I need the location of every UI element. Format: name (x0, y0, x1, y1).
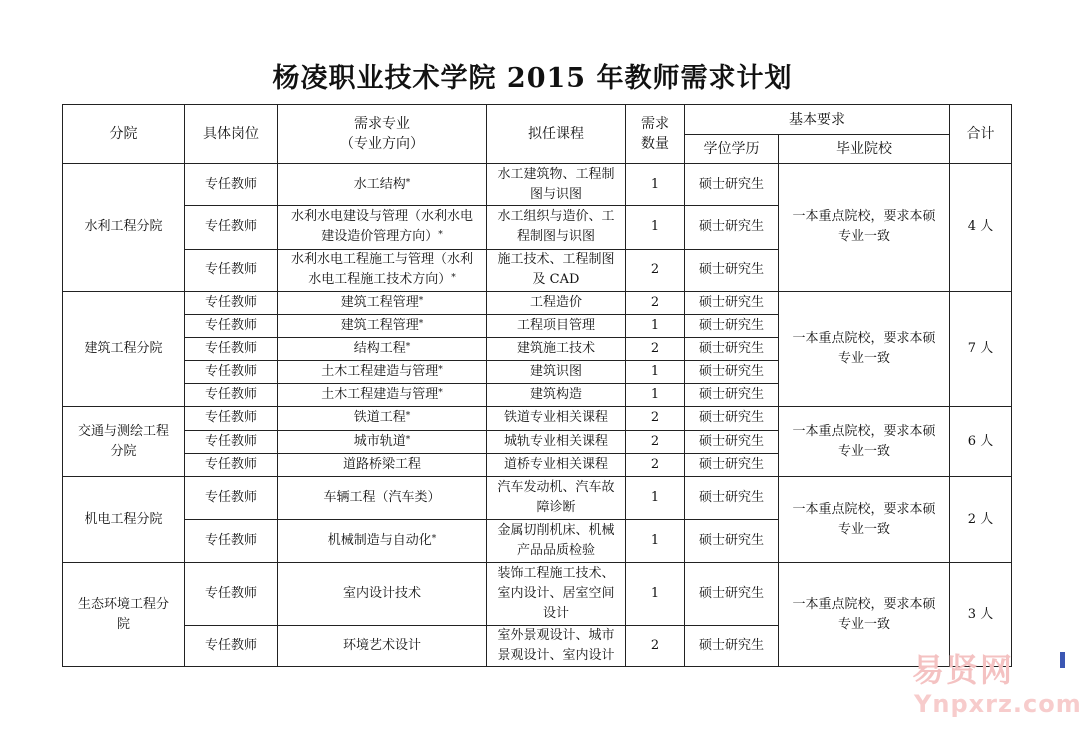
cell-line (490, 165, 622, 185)
cell-text: 一本重点院校，要求本硕 (792, 596, 936, 612)
cell-line (490, 604, 622, 624)
major-cell (278, 430, 487, 453)
school-requirement-cell (779, 407, 950, 476)
cell-line (782, 349, 946, 369)
cell-text: 专业一致 (837, 616, 890, 632)
course-cell (487, 384, 626, 407)
cell-text: 图与识图 (529, 186, 582, 202)
quantity-cell: 2 (626, 625, 685, 666)
cell-text: 车辆工程（汽车类） (323, 489, 441, 505)
degree-cell: 硕士研究生 (685, 384, 779, 407)
cell-line (490, 564, 622, 584)
major-cell (278, 563, 487, 625)
quantity-cell: 1 (626, 206, 685, 249)
major-cell (278, 453, 487, 476)
page-title: 杨凌职业技术学院 2015 年教师需求计划 (272, 63, 793, 94)
cell-line (490, 478, 622, 498)
position-cell: 专任教师 (185, 430, 278, 453)
asterisk-mark: * (438, 365, 443, 376)
cell-text: 汽车发动机、汽车故 (497, 479, 615, 495)
cell-line (782, 227, 946, 247)
header-school: 毕业院校 (779, 135, 950, 164)
asterisk-mark: * (405, 411, 411, 422)
cell-text: 机电工程分院 (84, 511, 163, 527)
course-cell (487, 361, 626, 384)
course-cell (487, 476, 626, 519)
cell-text: 建筑工程管理 (340, 294, 419, 310)
cell-line (281, 432, 483, 452)
degree-cell: 硕士研究生 (685, 563, 779, 625)
table-row (63, 476, 1012, 519)
watermark-url: Ynpxrz.com (914, 690, 1082, 718)
asterisk-mark: * (431, 534, 437, 545)
major-cell (278, 206, 487, 249)
cell-text: 专业一致 (837, 229, 890, 245)
asterisk-mark: * (405, 342, 411, 353)
table-row (63, 291, 1012, 314)
degree-cell: 硕士研究生 (685, 361, 779, 384)
cell-line (490, 316, 622, 336)
cell-line (281, 488, 483, 508)
cell-text: 道桥专业相关课程 (503, 456, 608, 472)
watermark-logo (908, 645, 1082, 725)
cell-line (66, 422, 181, 442)
cell-line (281, 293, 483, 313)
table-row (63, 164, 1012, 206)
header-total: 合计 (950, 105, 1012, 164)
course-cell (487, 520, 626, 563)
cell-text: 城市轨道 (353, 433, 406, 449)
cell-line (782, 207, 946, 227)
position-cell: 专任教师 (185, 291, 278, 314)
position-cell: 专任教师 (185, 249, 278, 291)
cell-text: 装饰工程施工技术、 (497, 565, 615, 581)
teacher-demand-table (62, 104, 1012, 667)
school-requirement-cell (779, 476, 950, 563)
position-cell: 专任教师 (185, 625, 278, 666)
cell-text: 城轨专业相关课程 (503, 433, 608, 449)
cell-line (782, 520, 946, 540)
cell-line (281, 175, 483, 195)
cell-text: 道路桥梁工程 (342, 456, 421, 472)
course-cell (487, 314, 626, 337)
cell-line (490, 227, 622, 247)
header-quantity-line: 需求 (641, 116, 669, 132)
cell-text: 专业一致 (837, 443, 890, 459)
position-cell: 专任教师 (185, 453, 278, 476)
degree-cell: 硕士研究生 (685, 430, 779, 453)
position-cell: 专任教师 (185, 206, 278, 249)
quantity-cell: 1 (626, 164, 685, 206)
asterisk-mark: * (438, 388, 443, 399)
course-cell (487, 206, 626, 249)
cell-text: 专业一致 (837, 351, 890, 367)
table-row (63, 407, 1012, 430)
degree-cell: 硕士研究生 (685, 520, 779, 563)
cell-text: 分院 (110, 443, 137, 459)
quantity-cell: 2 (626, 291, 685, 314)
total-cell: 7 人 (950, 291, 1012, 407)
total-cell: 2 人 (950, 476, 1012, 563)
cell-text: 景观设计、室内设计 (497, 647, 615, 663)
cell-line (490, 521, 622, 541)
quantity-cell: 2 (626, 407, 685, 430)
cell-text: 工程造价 (529, 294, 582, 310)
header-degree: 学位学历 (685, 135, 779, 164)
position-cell: 专任教师 (185, 476, 278, 519)
header-major-line: （专业方向） (340, 136, 424, 152)
position-cell: 专任教师 (185, 314, 278, 337)
cell-line (490, 270, 622, 290)
position-cell: 专任教师 (185, 164, 278, 206)
cell-line (281, 339, 483, 359)
asterisk-mark: * (418, 295, 424, 306)
cell-line (782, 615, 946, 635)
quantity-cell: 2 (626, 453, 685, 476)
cell-text: 一本重点院校，要求本硕 (792, 209, 936, 225)
degree-cell: 硕士研究生 (685, 476, 779, 519)
cell-line (66, 217, 181, 237)
cell-line (490, 408, 622, 428)
quantity-cell: 1 (626, 314, 685, 337)
cell-line (490, 385, 622, 405)
header-course: 拟任课程 (487, 105, 626, 164)
course-cell (487, 563, 626, 625)
asterisk-mark: * (438, 230, 443, 241)
course-cell (487, 430, 626, 453)
cell-text: 建筑识图 (529, 364, 582, 380)
cell-line (490, 541, 622, 561)
degree-cell: 硕士研究生 (685, 314, 779, 337)
cell-line (281, 227, 483, 247)
cell-text: 建筑施工技术 (516, 341, 595, 357)
cell-line (490, 293, 622, 313)
cell-text: 金属切削机床、机械 (497, 523, 615, 539)
course-cell (487, 407, 626, 430)
quantity-cell: 2 (626, 338, 685, 361)
quantity-cell: 1 (626, 384, 685, 407)
position-cell: 专任教师 (185, 338, 278, 361)
cell-line (281, 270, 483, 290)
cell-line (281, 362, 483, 382)
major-cell (278, 164, 487, 206)
cell-line (782, 500, 946, 520)
cell-text: 室内设计、居室空间 (497, 585, 615, 601)
cell-text: 水工建筑物、工程制 (497, 166, 615, 182)
quantity-cell: 1 (626, 476, 685, 519)
cell-line (66, 595, 181, 615)
cell-line (782, 422, 946, 442)
table-row (63, 563, 1012, 625)
college-name-cell (63, 476, 185, 563)
cell-text: 一本重点院校，要求本硕 (792, 423, 936, 439)
header-basic-requirements: 基本要求 (685, 105, 950, 135)
school-requirement-cell (779, 291, 950, 407)
header-position: 具体岗位 (185, 105, 278, 164)
cell-line (782, 442, 946, 462)
cell-text: 环境艺术设计 (342, 637, 421, 653)
college-name-cell (63, 563, 185, 667)
cell-text: 施工技术、工程制图 (497, 252, 615, 268)
cell-line (490, 362, 622, 382)
major-cell (278, 384, 487, 407)
college-name-cell (63, 291, 185, 407)
cell-line (281, 584, 483, 604)
cell-text: 水工组织与造价、工 (497, 209, 615, 225)
course-cell (487, 164, 626, 206)
cell-line (490, 626, 622, 646)
major-cell (278, 249, 487, 291)
degree-cell: 硕士研究生 (685, 291, 779, 314)
edge-marker (1060, 652, 1065, 668)
watermark-text: 易贤网 (912, 651, 1015, 689)
cell-line (66, 442, 181, 462)
asterisk-mark: * (451, 273, 456, 284)
course-cell (487, 291, 626, 314)
major-cell (278, 407, 487, 430)
position-cell: 专任教师 (185, 384, 278, 407)
cell-text: 生态环境工程分 (77, 596, 169, 612)
total-cell: 3 人 (950, 563, 1012, 667)
cell-text: 水工结构 (353, 176, 406, 192)
cell-text: 土木工程建造与管理 (321, 387, 439, 403)
cell-line (66, 510, 181, 530)
cell-line (281, 207, 483, 227)
cell-line (281, 316, 483, 336)
cell-text: 室外景观设计、城市 (497, 627, 615, 643)
cell-line (281, 385, 483, 405)
cell-line (490, 339, 622, 359)
cell-text: 水利水电建设与管理（水利水电 (290, 209, 473, 225)
cell-text: 水利水电工程施工与管理（水利 (290, 252, 473, 268)
header-major-line: 需求专业 (354, 116, 410, 132)
cell-text: 建筑工程管理 (340, 317, 419, 333)
cell-text: 产品品质检验 (516, 543, 595, 559)
position-cell: 专任教师 (185, 361, 278, 384)
cell-text: 室内设计技术 (342, 585, 421, 601)
cell-text: 铁道专业相关课程 (503, 410, 608, 426)
header-college: 分院 (63, 105, 185, 164)
major-cell (278, 476, 487, 519)
position-cell: 专任教师 (185, 407, 278, 430)
cell-line (281, 455, 483, 475)
cell-text: 障诊断 (536, 499, 576, 515)
cell-line (490, 250, 622, 270)
quantity-cell: 1 (626, 563, 685, 625)
cell-text: 建设造价管理方向） (321, 229, 439, 245)
header-major (278, 105, 487, 164)
cell-text: 程制图与识图 (516, 229, 595, 245)
course-cell (487, 453, 626, 476)
cell-text: 土木工程建造与管理 (321, 364, 439, 380)
degree-cell: 硕士研究生 (685, 407, 779, 430)
cell-line (490, 498, 622, 518)
total-cell: 6 人 (950, 407, 1012, 476)
major-cell (278, 520, 487, 563)
course-cell (487, 249, 626, 291)
degree-cell: 硕士研究生 (685, 338, 779, 361)
header-quantity-line: 数量 (641, 136, 669, 152)
course-cell (487, 338, 626, 361)
cell-line (490, 207, 622, 227)
major-cell (278, 338, 487, 361)
cell-line (66, 339, 181, 359)
position-cell: 专任教师 (185, 520, 278, 563)
major-cell (278, 361, 487, 384)
table-body (63, 164, 1012, 667)
position-cell: 专任教师 (185, 563, 278, 625)
quantity-cell: 1 (626, 520, 685, 563)
school-requirement-cell (779, 164, 950, 292)
asterisk-mark: * (405, 434, 411, 445)
cell-line (281, 636, 483, 656)
degree-cell: 硕士研究生 (685, 453, 779, 476)
course-cell (487, 625, 626, 666)
cell-text: 机械制造与自动化 (327, 533, 432, 549)
major-cell (278, 291, 487, 314)
asterisk-mark: * (405, 177, 411, 188)
cell-line (281, 408, 483, 428)
major-cell (278, 314, 487, 337)
quantity-cell: 2 (626, 249, 685, 291)
cell-line (281, 531, 483, 551)
cell-text: 专业一致 (837, 521, 890, 537)
cell-text: 建筑工程分院 (84, 341, 163, 357)
total-cell: 4 人 (950, 164, 1012, 292)
cell-text: 水电工程施工技术方向） (308, 272, 452, 288)
quantity-cell: 2 (626, 430, 685, 453)
cell-line (490, 432, 622, 452)
cell-text: 铁道工程 (353, 410, 406, 426)
degree-cell: 硕士研究生 (685, 625, 779, 666)
cell-text: 建筑构造 (529, 387, 582, 403)
cell-text: 工程项目管理 (516, 317, 595, 333)
degree-cell: 硕士研究生 (685, 249, 779, 291)
cell-line (281, 250, 483, 270)
asterisk-mark: * (418, 318, 424, 329)
cell-line (490, 455, 622, 475)
cell-text: 交通与测绘工程 (77, 423, 169, 439)
cell-text: 及 CAD (532, 272, 580, 288)
cell-text: 一本重点院校，要求本硕 (792, 501, 936, 517)
cell-text: 院 (116, 616, 130, 632)
college-name-cell (63, 407, 185, 476)
cell-line (782, 595, 946, 615)
college-name-cell (63, 164, 185, 292)
quantity-cell: 1 (626, 361, 685, 384)
degree-cell: 硕士研究生 (685, 164, 779, 206)
cell-line (66, 615, 181, 635)
cell-text: 设计 (542, 605, 569, 621)
cell-line (490, 185, 622, 205)
cell-line (782, 329, 946, 349)
degree-cell: 硕士研究生 (685, 206, 779, 249)
cell-text: 结构工程 (353, 341, 406, 357)
header-quantity (626, 105, 685, 164)
cell-line (490, 646, 622, 666)
major-cell (278, 625, 487, 666)
cell-text: 水利工程分院 (84, 219, 163, 235)
cell-text: 一本重点院校，要求本硕 (792, 331, 936, 347)
cell-line (490, 584, 622, 604)
